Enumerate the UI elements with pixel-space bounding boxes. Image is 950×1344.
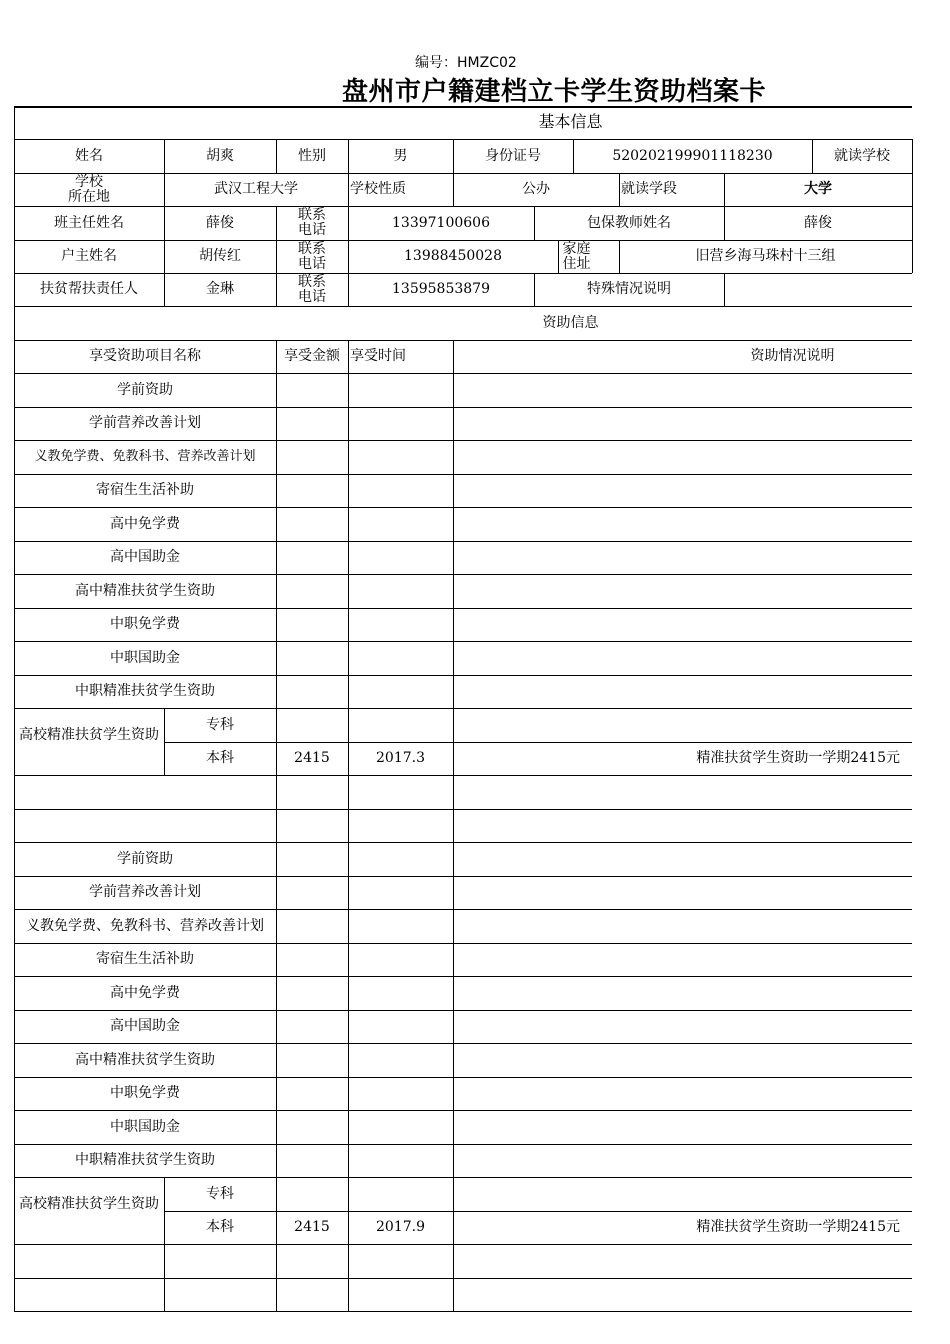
- aid-item: 义教免学费、免教科书、营养改善计划: [26, 917, 264, 934]
- name-value: 胡爽: [206, 147, 234, 164]
- householder-value: 胡传红: [199, 248, 241, 265]
- aid-time: 2017.9: [376, 1219, 425, 1236]
- name-label: 姓名: [75, 147, 103, 164]
- grid-line: [14, 1278, 912, 1279]
- aid-item: 学前营养改善计划: [89, 415, 201, 432]
- section-title-aid: 资助信息: [542, 314, 599, 331]
- gender-label: 性别: [298, 147, 326, 164]
- aid-item: 寄宿生生活补助: [96, 951, 194, 968]
- grid-line: [348, 340, 349, 1311]
- stage-value: 大学: [804, 181, 832, 198]
- school-label: 就读学校: [834, 147, 890, 164]
- aid-item: 中职精准扶贫学生资助: [75, 683, 215, 700]
- aid-note: 精准扶贫学生资助一学期2415元: [696, 1219, 900, 1236]
- school-location-value: 武汉工程大学: [214, 181, 298, 198]
- teacher-value: 薛俊: [206, 214, 234, 231]
- address-label-line2: 住址: [562, 255, 591, 272]
- householder-label: 户主姓名: [61, 248, 117, 265]
- special-value: [724, 273, 912, 306]
- grid-line: [912, 139, 913, 273]
- aid-item: 中职精准扶贫学生资助: [75, 1152, 215, 1169]
- col-project-header: 享受资助项目名称: [89, 348, 201, 365]
- school-location-label: [14, 173, 164, 206]
- college-sub-junior: 专科: [206, 1185, 234, 1202]
- school-type-value: 公办: [522, 181, 550, 198]
- helper-label: 扶贫帮扶责任人: [40, 281, 138, 298]
- grid-line: [14, 809, 912, 810]
- aid-item: 高中精准扶贫学生资助: [75, 1051, 215, 1068]
- grid-line: [14, 1311, 912, 1312]
- aid-item: 中职免学费: [110, 616, 180, 633]
- teacher-phone-label: [276, 206, 348, 240]
- aid-item: 学前资助: [117, 381, 173, 398]
- grid-line: [276, 340, 277, 1311]
- grid-line: [348, 173, 349, 206]
- aid-item: 中职国助金: [110, 649, 180, 666]
- document-code: 编号：HMZC02: [415, 55, 517, 71]
- college-sub-undergrad: 本科: [206, 1219, 234, 1236]
- address-label: [558, 240, 595, 273]
- householder-phone-value: 13988450028: [404, 248, 502, 265]
- address-label-line1: 家庭: [562, 240, 591, 257]
- special-label: 特殊情况说明: [587, 281, 671, 298]
- id-value: 520202199901118230: [612, 147, 773, 164]
- address-value: 旧营乡海马珠村十三组: [695, 248, 836, 265]
- householder-phone-label: [276, 240, 348, 273]
- aid-item: 中职国助金: [110, 1118, 180, 1135]
- grid-line: [619, 173, 620, 206]
- guarantor-label: 包保教师姓名: [587, 214, 671, 231]
- aid-note: 精准扶贫学生资助一学期2415元: [696, 750, 900, 767]
- aid-item: 高中精准扶贫学生资助: [75, 582, 215, 599]
- grid-line: [14, 775, 912, 776]
- aid-amount: 2415: [294, 750, 330, 767]
- page-title: 盘州市户籍建档立卡学生资助档案卡: [342, 77, 767, 107]
- aid-item: 义教免学费、免教科书、营养改善计划: [34, 449, 256, 465]
- aid-amount: 2415: [294, 1219, 330, 1236]
- school-location-label-line1: 学校: [75, 173, 103, 190]
- section-title-basic: 基本信息: [538, 112, 603, 132]
- phone-label-line2: 电话: [298, 255, 326, 272]
- aid-item: 高中免学费: [110, 984, 180, 1001]
- aid-time: 2017.3: [376, 750, 425, 767]
- stage-label: 就读学段: [621, 181, 677, 198]
- col-note-header: 资助情况说明: [750, 348, 835, 365]
- aid-item: 高中国助金: [110, 549, 180, 566]
- phone-label-line1: 联系: [298, 240, 326, 257]
- helper-value: 金琳: [206, 281, 234, 298]
- aid-item: 学前资助: [117, 850, 173, 867]
- phone-label-line2: 电话: [298, 222, 326, 238]
- helper-phone-value: 13595853879: [392, 281, 490, 298]
- phone-label-line1: 联系: [298, 273, 326, 290]
- grid-line: [14, 1244, 912, 1245]
- aid-item: 学前营养改善计划: [89, 884, 201, 901]
- college-sub-undergrad: 本科: [206, 750, 234, 767]
- college-aid-label: 高校精准扶贫学生资助: [19, 726, 159, 743]
- aid-item: 中职免学费: [110, 1085, 180, 1102]
- aid-item: 高中免学费: [110, 515, 180, 532]
- school-type-label: 学校性质: [350, 181, 406, 198]
- teacher-phone-value: 13397100606: [392, 214, 490, 231]
- aid-item: 寄宿生生活补助: [96, 482, 194, 499]
- grid-line: [453, 340, 454, 1311]
- phone-label-line1: 联系: [298, 207, 326, 224]
- helper-phone-label: [276, 273, 348, 306]
- college-sub-junior: 专科: [206, 716, 234, 733]
- col-amount-header: 享受金额: [284, 348, 340, 365]
- college-aid-label: 高校精准扶贫学生资助: [19, 1195, 159, 1212]
- school-location-label-line2: 所在地: [68, 188, 110, 205]
- aid-item: 高中国助金: [110, 1018, 180, 1035]
- phone-label-line2: 电话: [298, 288, 326, 305]
- col-time-header: 享受时间: [350, 348, 406, 365]
- id-label: 身份证号: [485, 147, 541, 164]
- teacher-label: 班主任姓名: [54, 214, 124, 231]
- guarantor-value: 薛俊: [804, 214, 832, 231]
- gender-value: 男: [393, 147, 408, 164]
